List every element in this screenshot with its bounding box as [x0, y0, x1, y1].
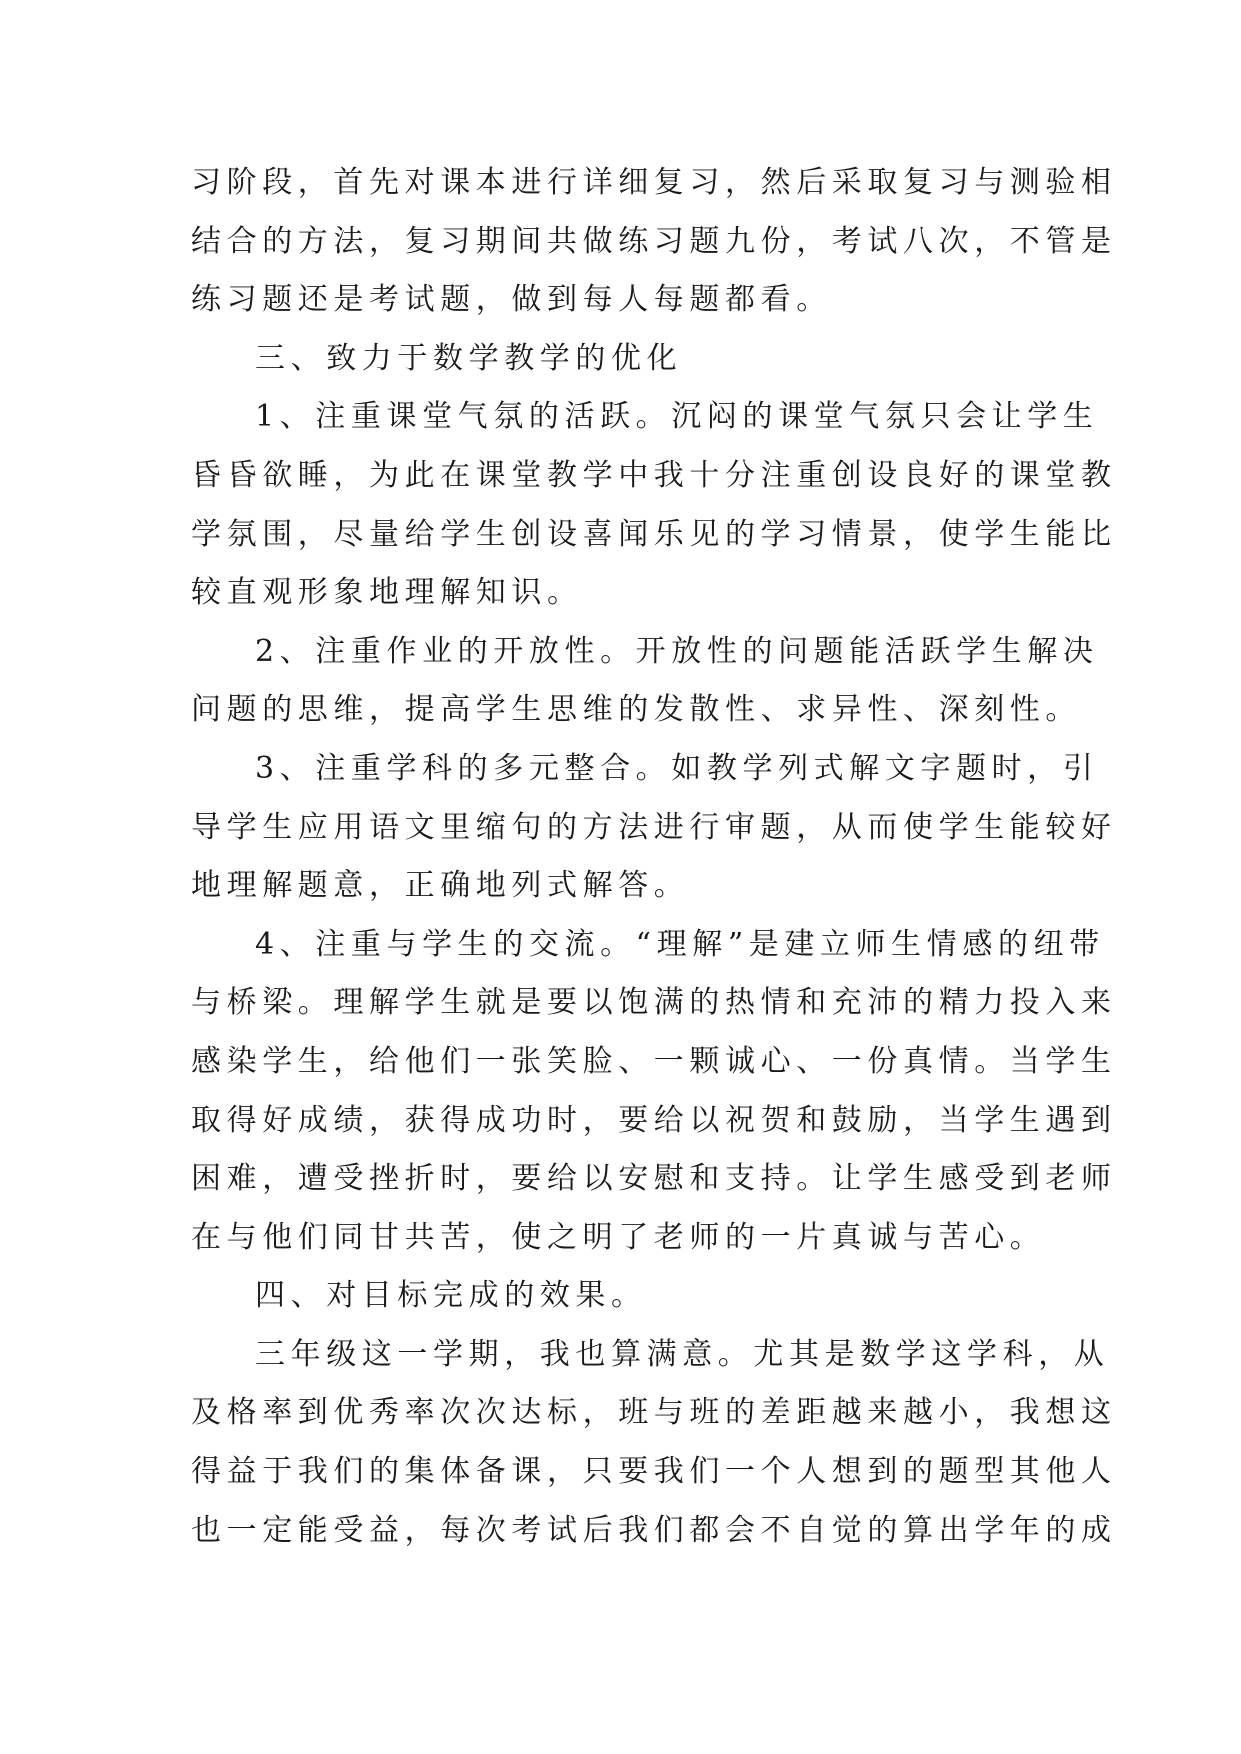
text-line-7: 学氛围，尽量给学生创设喜闻乐见的学习情景，使学生能比: [191, 516, 1117, 552]
text-line-2: 结合的方法，复习期间共做练习题九份，考试八次，不管是: [191, 223, 1117, 259]
text-line-6: 昏昏欲睡，为此在课堂教学中我十分注重创设良好的课堂教: [191, 457, 1117, 493]
text-line-19: 在与他们同甘共苦，使之明了老师的一片真诚与苦心。: [191, 1219, 1046, 1255]
text-line-1: 习阶段，首先对课本进行详细复习，然后采取复习与测验相: [191, 165, 1117, 200]
text-line-15: 与桥梁。理解学生就是要以饱满的热情和充沛的精力投入来: [191, 985, 1117, 1021]
text-line-18: 困难，遭受挫折时，要给以安慰和支持。让学生感受到老师: [191, 1161, 1117, 1197]
text-line-13: 地理解题意，正确地列式解答。: [191, 868, 690, 904]
section-heading-3: 三、致力于数学教学的优化: [255, 340, 683, 376]
text-line-17: 取得好成绩，获得成功时，要给以祝贺和鼓励，当学生遇到: [191, 1102, 1117, 1138]
document-body: [191, 154, 1117, 1560]
text-line-22: 及格率到优秀率次次达标，班与班的差距越来越小，我想这: [191, 1395, 1117, 1431]
text-line-21: 三年级这一学期，我也算满意。尤其是数学这学科，从: [255, 1336, 1110, 1372]
text-line-16: 感染学生，给他们一张笑脸、一颗诚心、一份真情。当学生: [191, 1043, 1117, 1079]
text-line-12: 导学生应用语文里缩句的方法进行审题，从而使学生能较好: [191, 809, 1117, 845]
text-line-8: 较直观形象地理解知识。: [191, 575, 583, 611]
text-line-24: 也一定能受益，每次考试后我们都会不自觉的算出学年的成: [191, 1512, 1117, 1548]
text-line-14: 4、注重与学生的交流。“理解”是建立师生情感的纽带: [255, 926, 1105, 962]
section-heading-4: 四、对目标完成的效果。: [255, 1278, 647, 1314]
text-line-3: 练习题还是考试题，做到每人每题都看。: [191, 282, 832, 318]
text-line-9: 2、注重作业的开放性。开放性的问题能活跃学生解决: [255, 633, 1099, 669]
text-line-23: 得益于我们的集体备课，只要我们一个人想到的题型其他人: [191, 1454, 1117, 1490]
text-line-11: 3、注重学科的多元整合。如教学列式解文字题时，引: [255, 750, 1099, 786]
text-line-10: 问题的思维，提高学生思维的发散性、求异性、深刻性。: [191, 692, 1081, 728]
text-line-5: 1、注重课堂气氛的活跃。沉闷的课堂气氛只会让学生: [255, 399, 1099, 435]
